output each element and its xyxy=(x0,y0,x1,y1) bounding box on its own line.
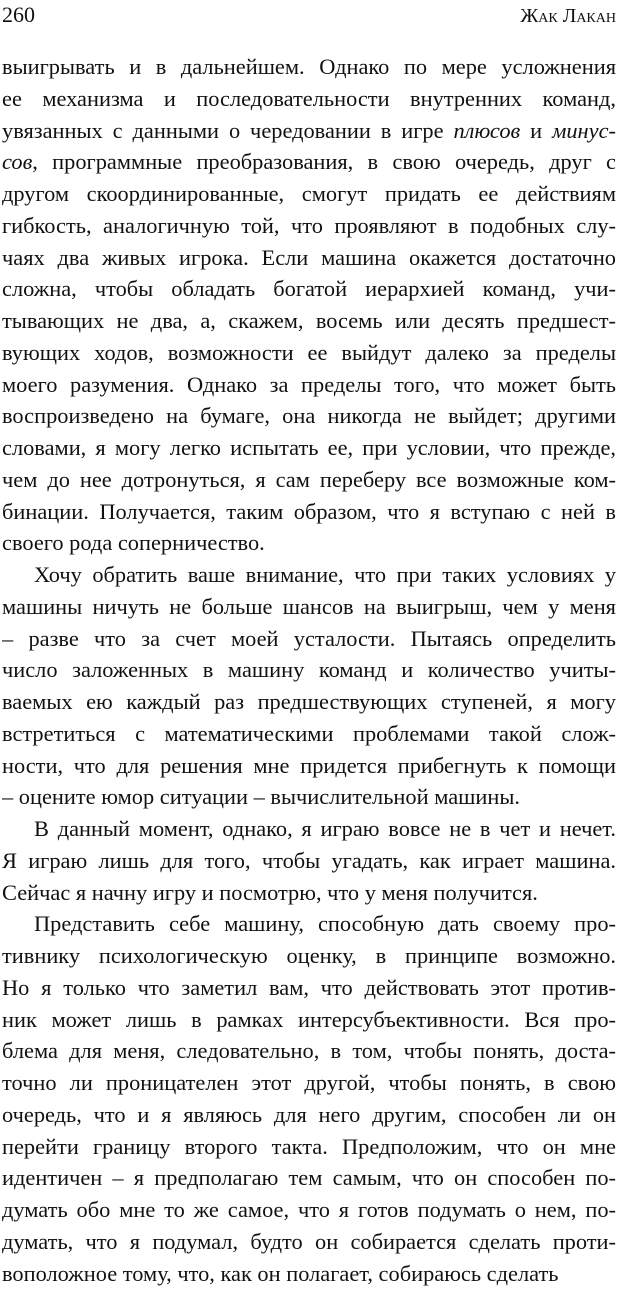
text-line: чаях два живых игрока. Если машина окажется достаточно xyxy=(2,242,616,274)
page-header xyxy=(0,0,620,34)
text-line: словами, я могу легко испытать ее, при условии, что прежде, xyxy=(2,432,616,464)
text-line: чем до нее дотронуться, я сам переберу все возможные ком- xyxy=(2,464,616,496)
text-line: вующих ходов, возможности ее выйдут далеко за пределы xyxy=(2,337,616,369)
text-line: увязанных с данными о чередовании в игре плюсов и минус- xyxy=(2,115,616,147)
text-line: Но я только что заметил вам, что действовать этот против- xyxy=(2,972,616,1004)
text-line: Представить себе машину, способную дать своему про- xyxy=(2,908,616,940)
text-line: моего разумения. Однако за пределы того, что может быть xyxy=(2,369,616,401)
text-line: гибкость, аналогичную той, что проявляют в подобных слу- xyxy=(2,210,616,242)
text-line: думать обо мне то же самое, что я готов подумать о нем, по- xyxy=(2,1194,616,1226)
text-line: блема для меня, следовательно, в том, чтобы понять, доста- xyxy=(2,1035,616,1067)
text-line: бинации. Получается, таким образом, что я вступаю с ней в xyxy=(2,496,616,528)
paragraph xyxy=(2,908,616,1289)
text-line: ник может лишь в рамках интерсубъективности. Вся про- xyxy=(2,1004,616,1036)
text-line: встретиться с математическими проблемами такой слож- xyxy=(2,718,616,750)
text-line: воположное тому, что, как он полагает, собираюсь сделать xyxy=(2,1258,616,1289)
text-line: своего рода соперничество. xyxy=(2,527,616,559)
body-text xyxy=(2,51,616,1289)
text-line: – оцените юмор ситуации – вычислительной машины. xyxy=(2,781,616,813)
text-line: идентичен – я предполагаю тем самым, что он способен по- xyxy=(2,1162,616,1194)
text-line: тивнику психологическую оценку, в принципе возможно. xyxy=(2,940,616,972)
text-line: ее механизма и последовательности внутренних команд, xyxy=(2,83,616,115)
text-line: В данный момент, однако, я играю вовсе не в чет и нечет. xyxy=(2,813,616,845)
text-line: другом скоординированные, смогут придать ее действиям xyxy=(2,178,616,210)
text-line: выигрывать и в дальнейшем. Однако по мере усложнения xyxy=(2,51,616,83)
text-line: Хочу обратить ваше внимание, что при таких условиях у xyxy=(2,559,616,591)
text-line: машины ничуть не больше шансов на выигрыш, чем у меня xyxy=(2,591,616,623)
paragraph xyxy=(2,813,616,908)
text-line: Сейчас я начну игру и посмотрю, что у меня получится. xyxy=(2,877,616,909)
text-line: тывающих не два, а, скажем, восемь или десять предшест- xyxy=(2,305,616,337)
text-line: ваемых ею каждый раз предшествующих ступеней, я могу xyxy=(2,686,616,718)
text-line: число заложенных в машину команд и количество учиты- xyxy=(2,654,616,686)
text-line: ности, что для решения мне придется прибегнуть к помощи xyxy=(2,750,616,782)
text-line: точно ли проницателен этот другой, чтобы понять, в свою xyxy=(2,1067,616,1099)
text-line: – разве что за счет моей усталости. Пытаясь определить xyxy=(2,623,616,655)
paragraph xyxy=(2,51,616,559)
text-line: очередь, что и я являюсь для него другим, способен ли он xyxy=(2,1099,616,1131)
text-line: думать, что я подумал, будто он собирается сделать проти- xyxy=(2,1226,616,1258)
text-line: воспроизведено на бумаге, она никогда не выйдет; другими xyxy=(2,400,616,432)
page-number: 260 xyxy=(2,2,35,28)
paragraph xyxy=(2,559,616,813)
text-line: Я играю лишь для того, чтобы угадать, как играет машина. xyxy=(2,845,616,877)
running-head-author: Жак Лакан xyxy=(520,4,616,28)
text-line: сов, программные преобразования, в свою очередь, друг с xyxy=(2,146,616,178)
text-line: перейти границу второго такта. Предположим, что он мне xyxy=(2,1131,616,1163)
text-line: сложна, чтобы обладать богатой иерархией команд, учи- xyxy=(2,273,616,305)
